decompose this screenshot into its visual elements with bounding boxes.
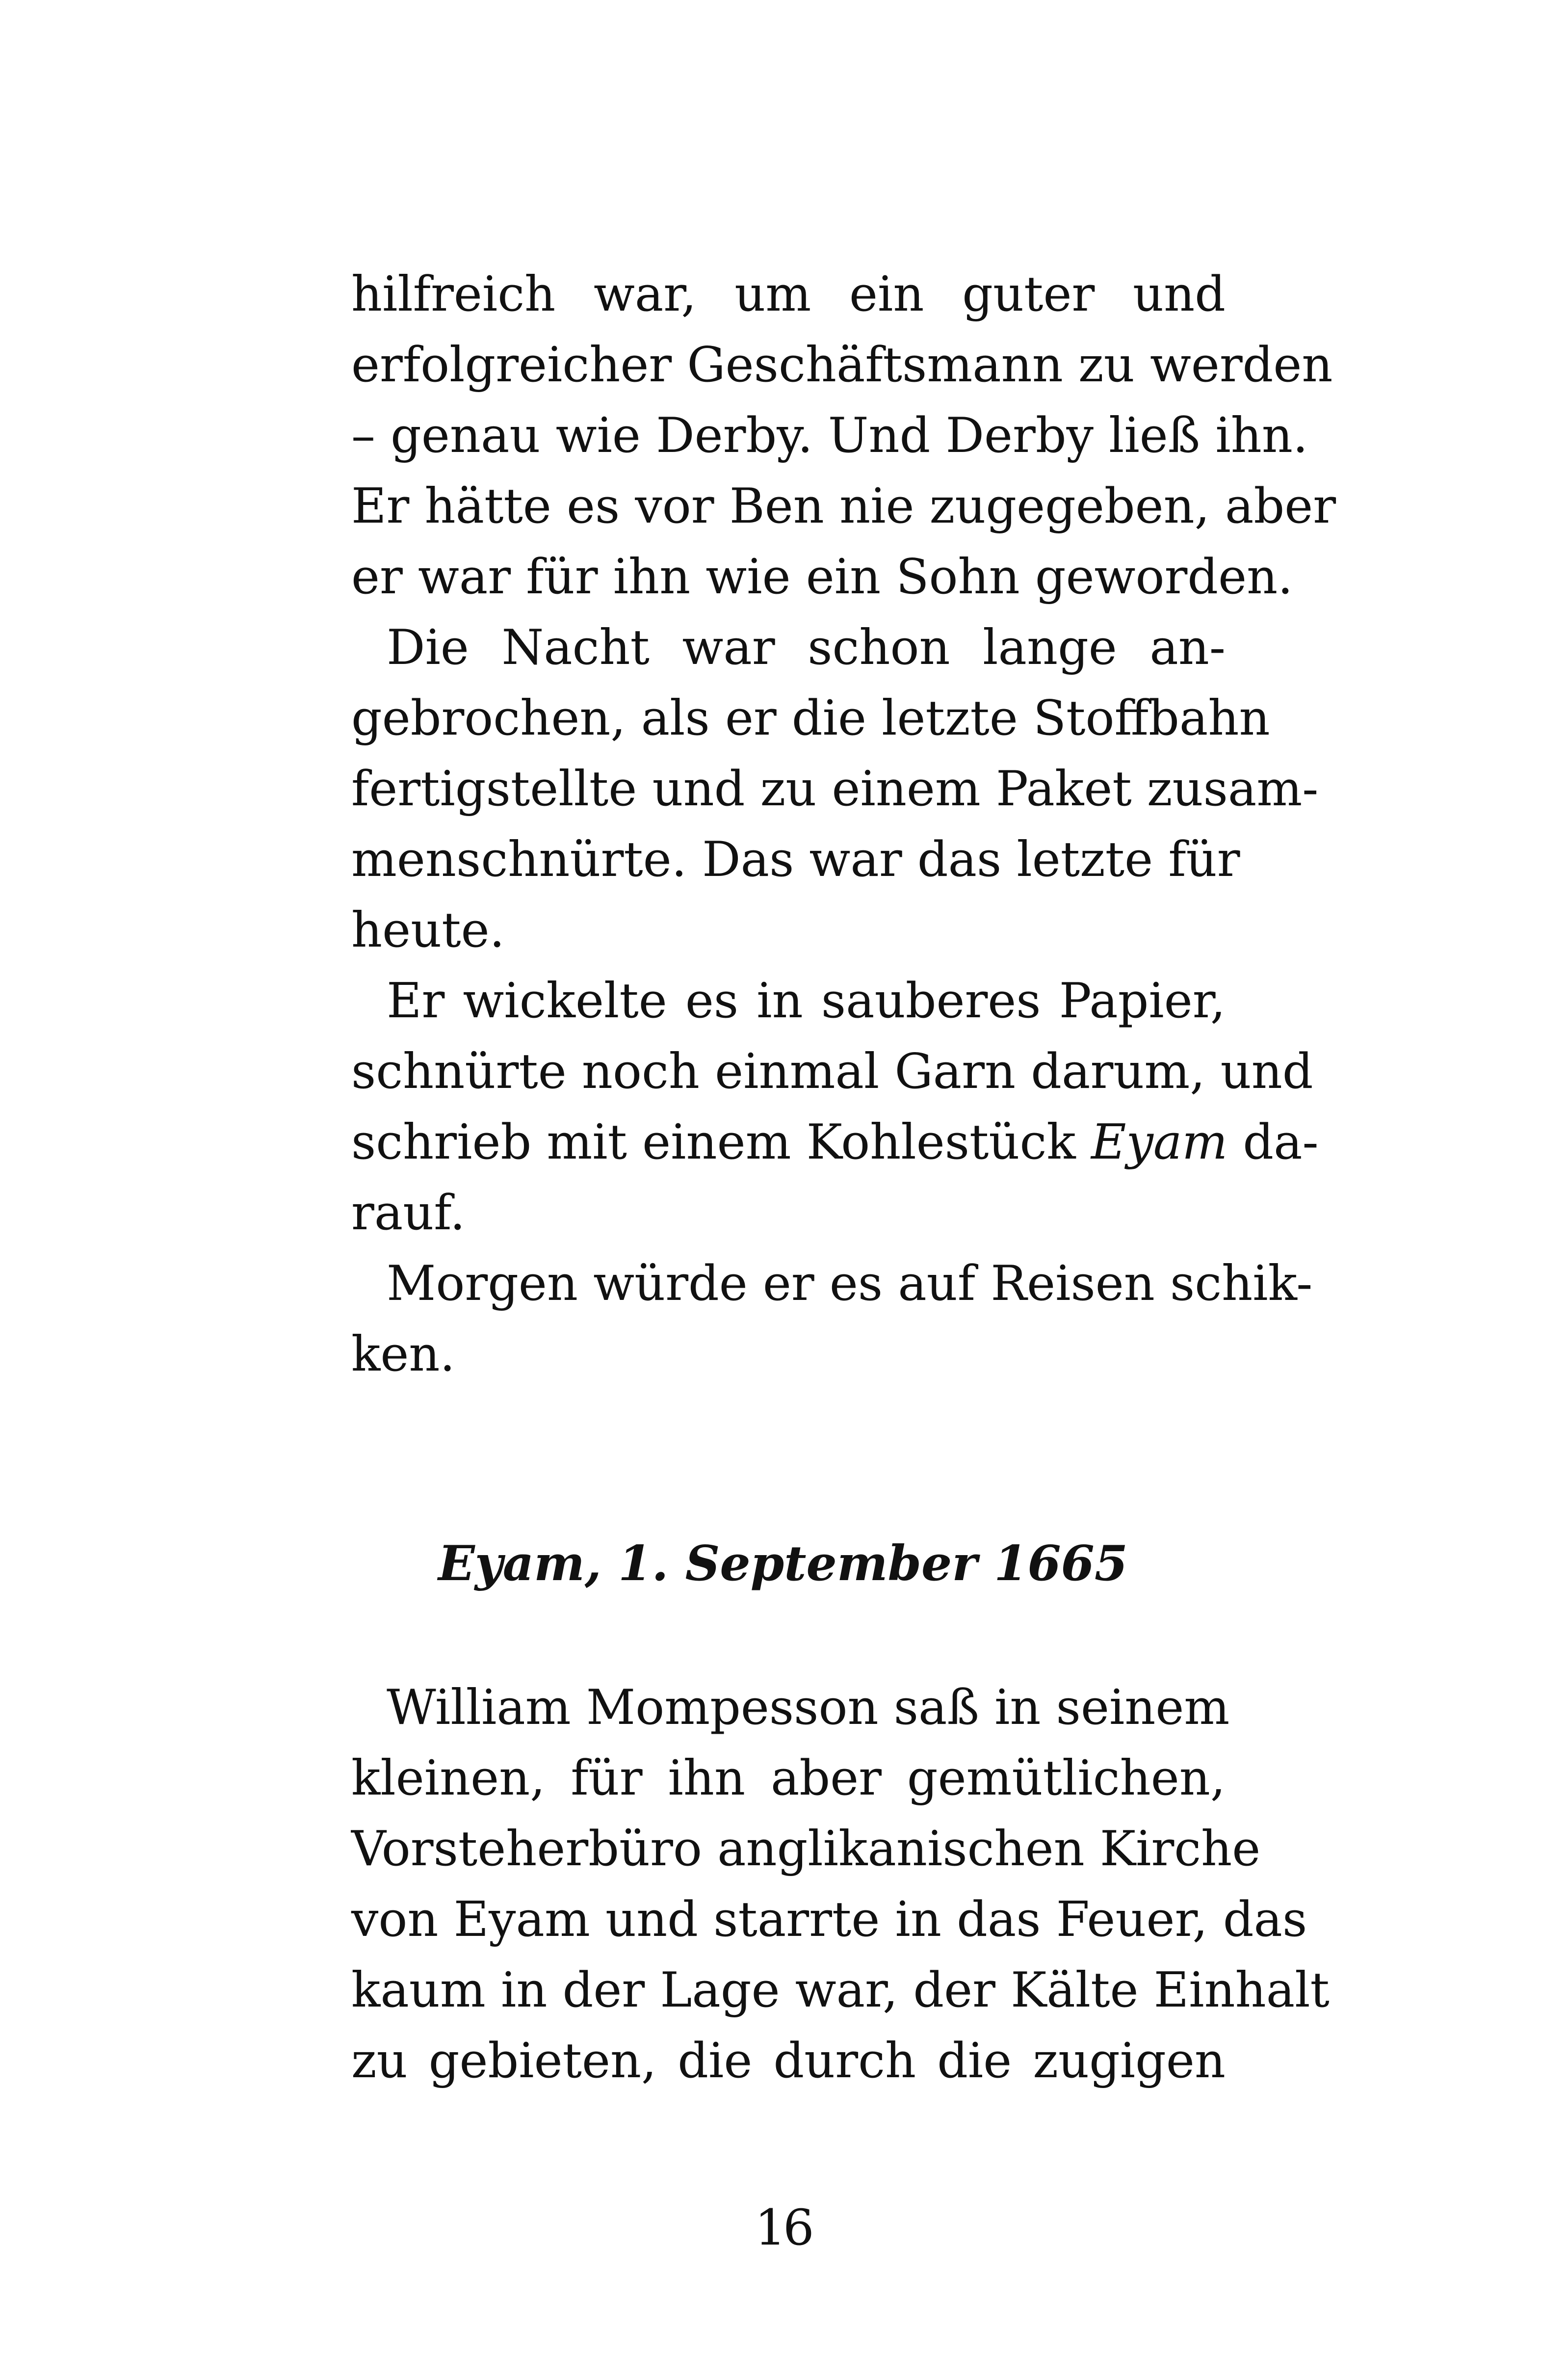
text-line: ken.: [351, 1326, 455, 1382]
text-line: Die Nacht war schon lange an-: [387, 620, 1226, 676]
text-line: hilfreich war, um ein guter und: [351, 266, 1226, 322]
text-line: erfolgreicher Geschäftsmann zu werden: [351, 337, 1333, 393]
text-segment: da-: [1227, 1114, 1319, 1170]
text-line: rauf.: [351, 1185, 466, 1241]
text-line: er war für ihn wie ein Sohn geworden.: [351, 549, 1293, 605]
paragraph: [351, 1248, 1313, 1390]
text-segment: schrieb mit einem Kohlestück: [351, 1114, 1091, 1170]
paragraph: [351, 612, 1319, 966]
page-number: 16: [755, 2199, 811, 2256]
text-line: gebrochen, als er die letzte Stoffbahn: [351, 690, 1270, 746]
text-line: von Eyam und starrte in das Feuer, das: [351, 1892, 1307, 1948]
text-line: menschnürte. Das war das letzte für: [351, 832, 1240, 888]
paragraph: [351, 966, 1319, 1248]
text-line: Vorsteherbüro anglikanischen Kirche: [351, 1821, 1261, 1877]
text-line: schnürte noch einmal Garn darum, und: [351, 1044, 1313, 1100]
text-line: Er wickelte es in sauberes Papier,: [387, 973, 1226, 1029]
text-line: zu gebieten, die durch die zugigen: [351, 2033, 1226, 2089]
text-line: Er hätte es vor Ben nie zugegeben, aber: [351, 478, 1336, 534]
paragraph: [351, 259, 1336, 612]
section-heading: Eyam, 1. September 1665: [438, 1535, 1128, 1592]
text-line: Morgen würde er es auf Reisen schik-: [387, 1256, 1313, 1312]
text-line: [351, 1107, 1319, 1178]
text-line: William Mompesson saß in seinem: [387, 1680, 1230, 1736]
text-line: kleinen, für ihn aber gemütlichen,: [351, 1750, 1226, 1806]
italic-place-name: Eyam: [1091, 1114, 1228, 1170]
paragraph: [351, 1672, 1330, 2096]
text-line: kaum in der Lage war, der Kälte Einhalt: [351, 1962, 1330, 2018]
text-line: heute.: [351, 902, 505, 958]
text-line: fertigstellte und zu einem Paket zusam-: [351, 761, 1319, 817]
text-line: – genau wie Derby. Und Derby ließ ihn.: [351, 408, 1308, 464]
